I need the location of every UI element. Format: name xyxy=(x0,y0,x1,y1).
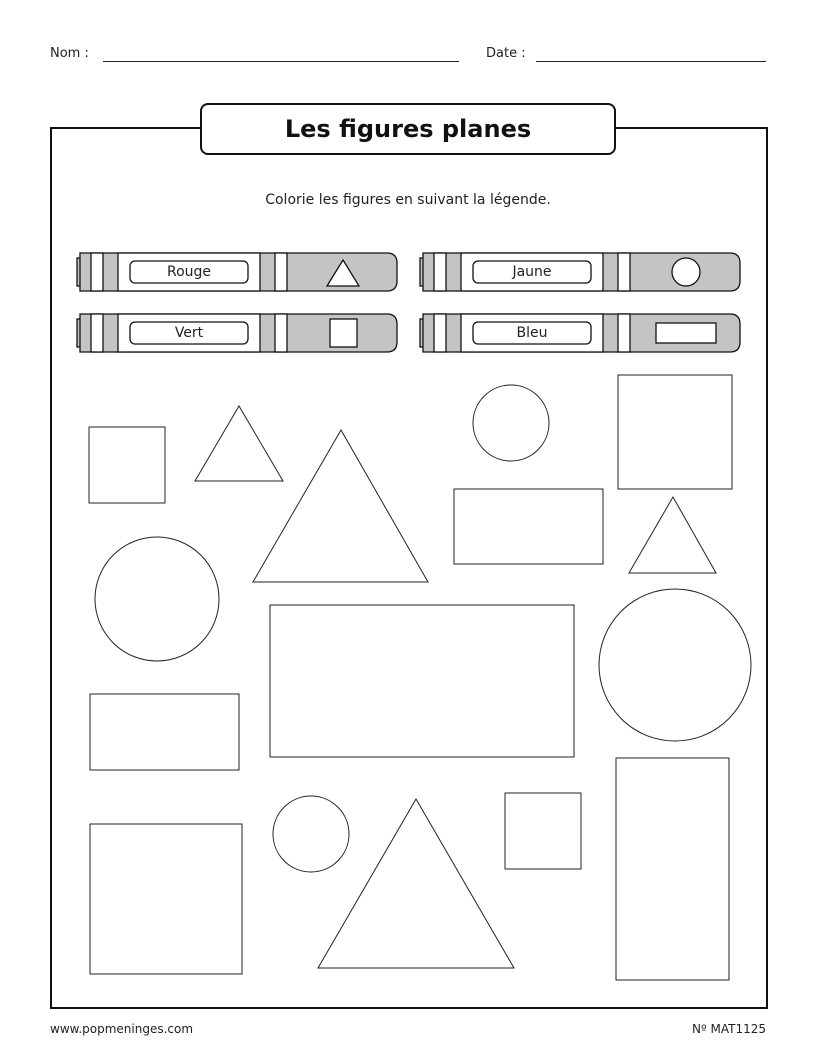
page-title: Les figures planes xyxy=(200,103,616,155)
rectangle-shape[interactable] xyxy=(616,758,729,980)
name-label: Nom : xyxy=(50,46,89,61)
circle-shape[interactable] xyxy=(273,796,349,872)
rectangle-shape[interactable] xyxy=(90,694,239,770)
shapes xyxy=(89,375,751,980)
rectangle-shape[interactable] xyxy=(454,489,603,564)
rectangle-legend-icon xyxy=(656,323,716,343)
triangle-shape[interactable] xyxy=(195,406,283,481)
triangle-shape[interactable] xyxy=(629,497,716,573)
legend-label: Vert xyxy=(174,325,204,341)
circle-shape[interactable] xyxy=(95,537,219,661)
square-shape[interactable] xyxy=(505,793,581,869)
circle-shape[interactable] xyxy=(599,589,751,741)
square-shape[interactable] xyxy=(90,824,242,974)
square-shape[interactable] xyxy=(89,427,165,503)
instruction-text: Colorie les figures en suivant la légende. xyxy=(265,192,551,208)
rectangle-shape[interactable] xyxy=(270,605,574,757)
legend-label: Bleu xyxy=(516,325,548,341)
website-footer: www.popmeninges.com xyxy=(50,1022,194,1036)
worksheet-code: Nº MAT1125 xyxy=(692,1022,766,1036)
legend-label: Rouge xyxy=(166,264,212,280)
triangle-shape[interactable] xyxy=(253,430,428,582)
square-legend-icon xyxy=(330,319,357,347)
square-shape[interactable] xyxy=(618,375,732,489)
circle-legend-icon xyxy=(672,258,700,286)
circle-shape[interactable] xyxy=(473,385,549,461)
date-label: Date : xyxy=(486,46,526,61)
legend-label: Jaune xyxy=(512,264,552,280)
